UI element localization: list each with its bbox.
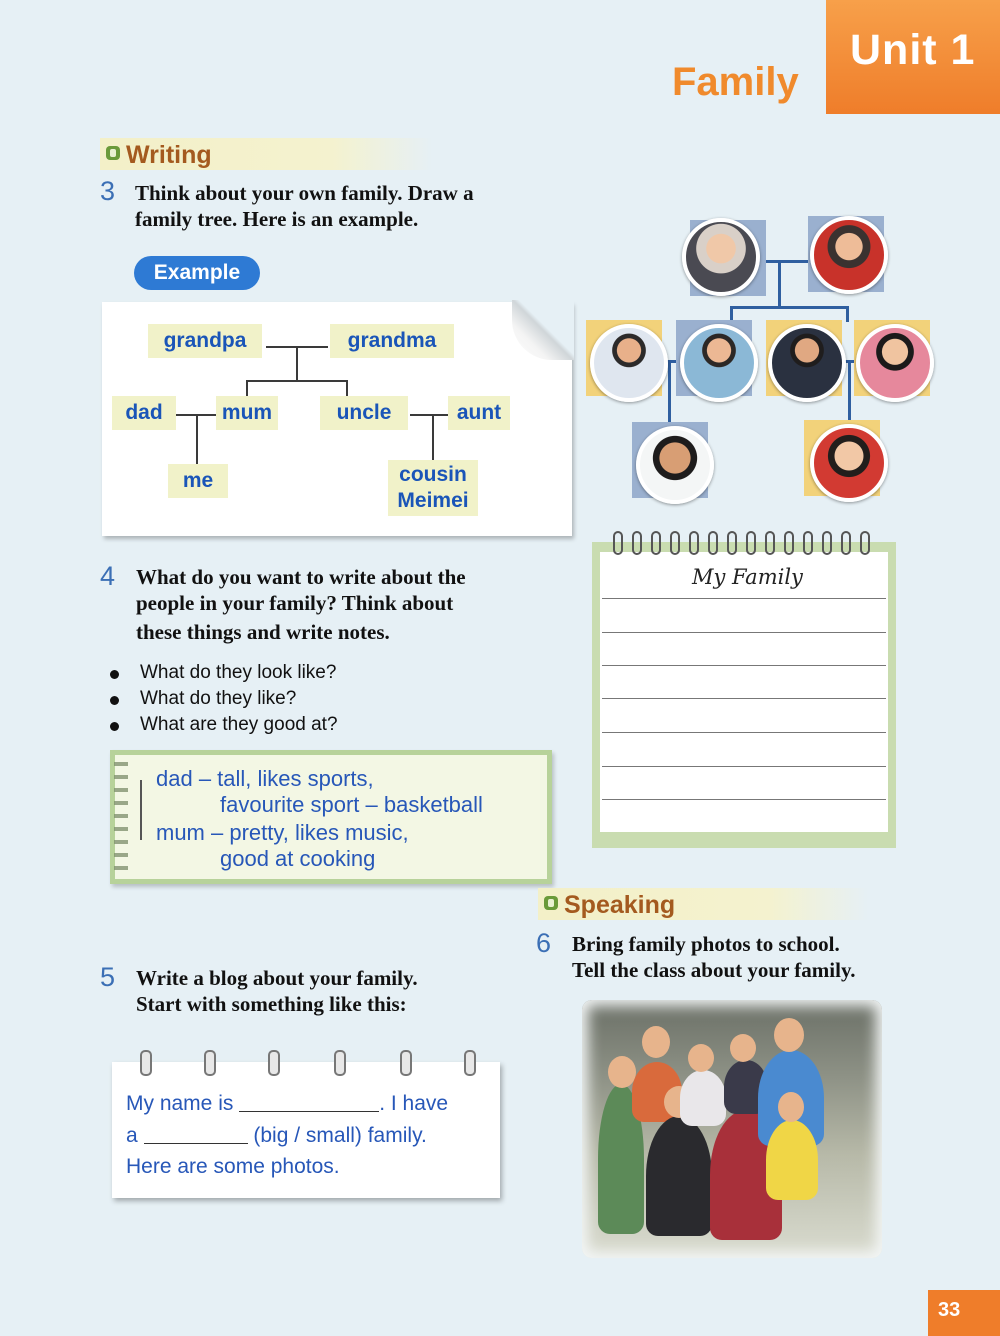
unit-tab <box>826 0 1000 114</box>
note-line: dad – tall, likes sports, <box>156 766 374 791</box>
tree-cousin-name: Meimei <box>397 489 469 512</box>
tree-mum: mum <box>216 396 278 430</box>
example-label: Example <box>134 256 260 290</box>
photo-tree-line <box>668 360 671 426</box>
notebook-rings-icon <box>612 530 878 560</box>
writing-banner-label: Writing <box>126 141 212 169</box>
bullet-dot-icon <box>110 670 119 679</box>
binder-ring-icon <box>140 1050 152 1076</box>
notebook-line <box>602 632 886 633</box>
question-3-number: 3 <box>100 176 116 206</box>
name-blank <box>239 1111 379 1112</box>
question-5-line-1: Write a blog about your family. <box>136 966 418 990</box>
speaking-banner-label: Speaking <box>564 891 676 919</box>
dad-photo <box>590 324 668 402</box>
question-5-number: 5 <box>100 962 116 992</box>
question-3-line-2: family tree. Here is an example. <box>135 207 419 231</box>
bullet-item: What are they good at? <box>110 714 410 738</box>
blog-line-3: Here are some photos. <box>126 1155 340 1178</box>
bullet-item: What do they look like? <box>110 662 410 686</box>
photo-person <box>766 1120 818 1200</box>
tree-grandma: grandma <box>330 324 454 358</box>
uncle-photo <box>768 324 846 402</box>
tree-cousin-label: cousin <box>399 463 467 486</box>
me-photo <box>636 426 714 504</box>
grandpa-photo <box>682 218 760 296</box>
notebook-line <box>602 698 886 699</box>
tree-dad: dad <box>112 396 176 430</box>
aunt-photo <box>856 324 934 402</box>
bullet-dot-icon <box>110 722 119 731</box>
tree-me: me <box>168 464 228 498</box>
tree-line <box>432 414 434 464</box>
question-4-line-2: people in your family? Think about <box>136 591 454 615</box>
cousin-photo <box>810 424 888 502</box>
blog-line-1: My name is . I have <box>126 1092 449 1115</box>
blog-line-2: a (big / small) family. <box>126 1124 427 1147</box>
notes-margin-line <box>140 780 142 840</box>
question-4-line-3: these things and write notes. <box>136 620 390 644</box>
photo-head <box>608 1056 636 1088</box>
question-4-line-1: What do you want to write about the <box>136 565 466 589</box>
speaking-banner <box>538 888 868 920</box>
binder-ring-icon <box>204 1050 216 1076</box>
tree-uncle: uncle <box>320 396 408 430</box>
photo-head <box>774 1018 804 1052</box>
notebook-line <box>602 732 886 733</box>
family-group-photo <box>582 1000 882 1258</box>
notebook-line <box>602 665 886 666</box>
binder-ring-icon <box>334 1050 346 1076</box>
notebook-line <box>602 598 886 599</box>
tree-aunt: aunt <box>448 396 510 430</box>
tree-line <box>296 346 298 382</box>
bullet-item: What do they like? <box>110 688 410 712</box>
question-5-line-2: Start with something like this: <box>136 992 407 1016</box>
photo-head <box>642 1026 670 1058</box>
section-marker-icon <box>106 146 120 160</box>
photo-head <box>778 1092 804 1122</box>
binder-ring-icon <box>464 1050 476 1076</box>
note-line: mum – pretty, likes music, <box>156 820 409 845</box>
tree-line <box>246 380 348 382</box>
bullet-dot-icon <box>110 696 119 705</box>
tree-line <box>196 414 198 464</box>
question-6-number: 6 <box>536 928 552 958</box>
grandma-photo <box>810 216 888 294</box>
notebook-page <box>600 552 888 832</box>
photo-person <box>646 1116 712 1236</box>
photo-person <box>680 1070 726 1126</box>
photo-head <box>688 1044 714 1072</box>
page-title: Family <box>672 60 799 104</box>
writing-banner <box>100 138 432 170</box>
question-4-number: 4 <box>100 561 116 591</box>
note-line: favourite sport – basketball <box>220 792 483 817</box>
notebook-title: My Family <box>692 565 803 589</box>
binder-ring-icon <box>400 1050 412 1076</box>
photo-tree-line <box>846 306 849 322</box>
page-number: 33 <box>928 1290 1000 1336</box>
tree-line <box>410 414 448 416</box>
mum-photo <box>680 324 758 402</box>
spiral-binding-icon <box>114 762 128 872</box>
note-line: good at cooking <box>220 846 376 871</box>
question-6-line-1: Bring family photos to school. <box>572 932 840 956</box>
photo-tree-line <box>778 260 781 308</box>
section-marker-icon <box>544 896 558 910</box>
unit-label: Unit 1 <box>850 26 976 74</box>
notebook-line <box>602 799 886 800</box>
tree-cousin <box>388 460 478 516</box>
question-6-line-2: Tell the class about your family. <box>572 958 856 982</box>
photo-head <box>730 1034 756 1062</box>
photo-tree-line <box>730 306 848 309</box>
tree-grandpa: grandpa <box>148 324 262 358</box>
photo-tree-line <box>848 360 851 422</box>
notebook-line <box>602 766 886 767</box>
question-3-line-1: Think about your own family. Draw a <box>135 181 474 205</box>
binder-ring-icon <box>268 1050 280 1076</box>
size-blank <box>144 1143 248 1144</box>
